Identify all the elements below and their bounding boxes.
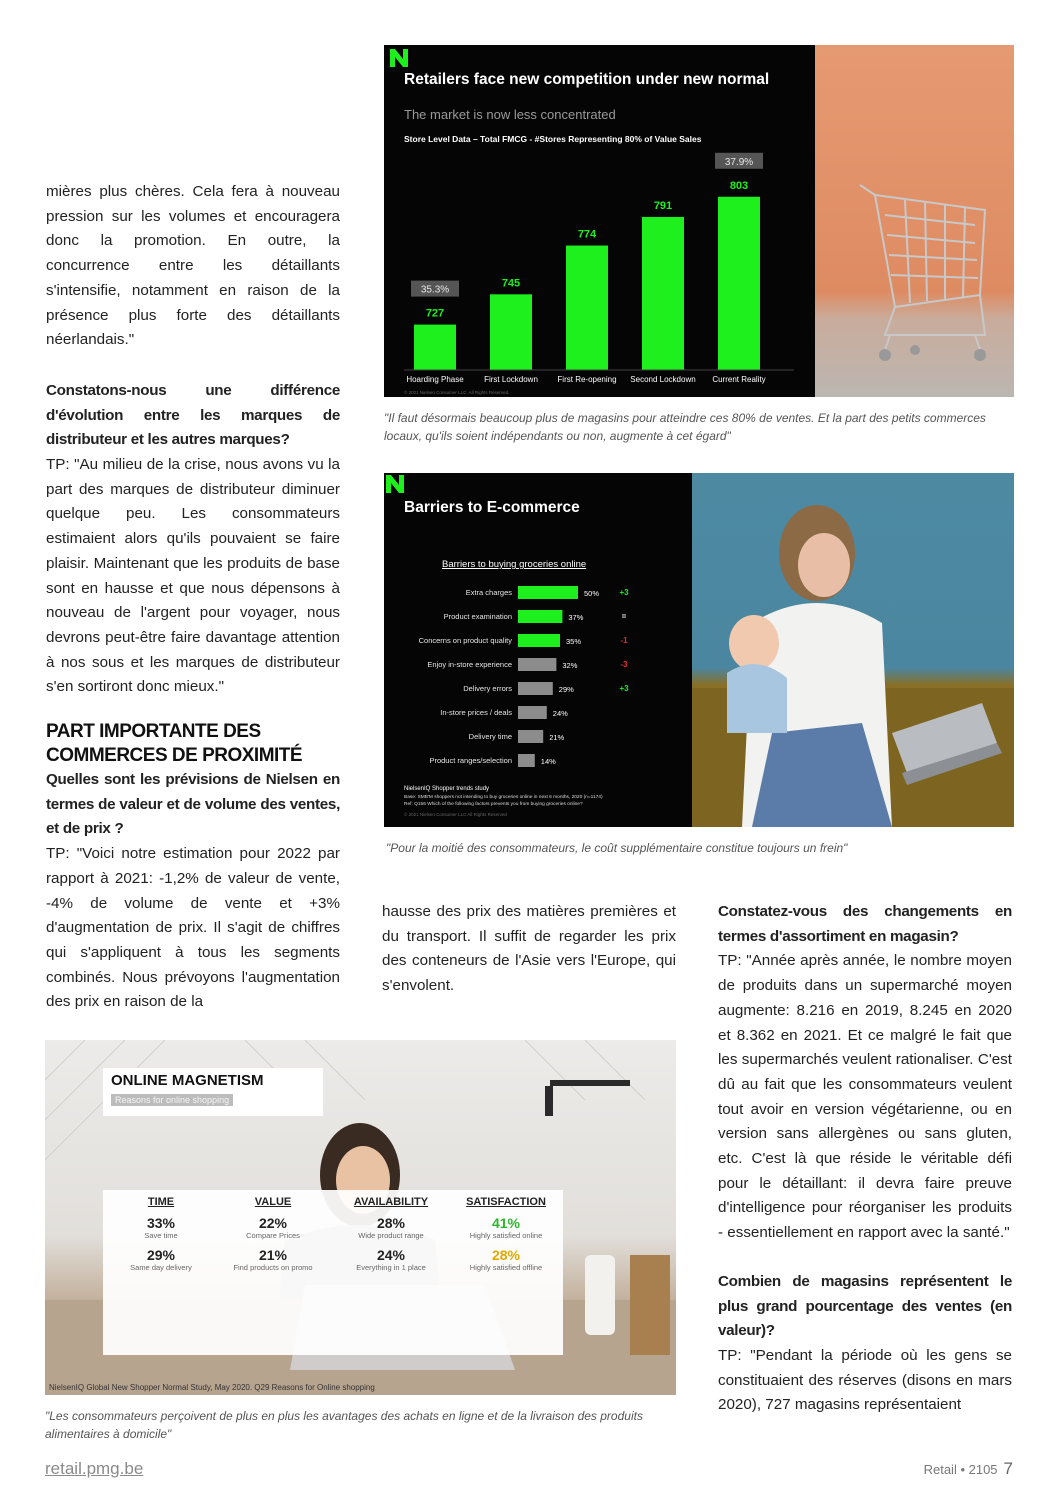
category-label: Product ranges/selection: [429, 756, 512, 765]
category-label: First Re-opening: [557, 375, 617, 384]
bar: [518, 754, 535, 767]
figure-barriers-chart: [384, 473, 1014, 827]
question-heading: Constatons-nous une différence d'évolution entre les marques de distributeur et les autres marques?: [46, 381, 340, 449]
chart-heading: Store Level Data – Total FMCG - #Stores Representing 80% of Value Sales: [404, 134, 702, 144]
figure-source: NielsenIQ Global New Shopper Normal Study, May 2020. Q29 Reasons for Online shopping: [49, 1383, 375, 1392]
page-number: 7: [1003, 1459, 1013, 1478]
right-column: [718, 900, 1012, 1418]
om-column-value: [215, 1190, 331, 1272]
om-column-head: TIME: [147, 1196, 175, 1208]
om-stat-label: Wide product range: [358, 1231, 424, 1240]
bar-value-label: 37%: [568, 613, 584, 622]
source-ref: Ref: Q156 Which of the following factors prevents you from buying groceries online?: [404, 802, 583, 807]
question-heading: Combien de magasins représentent le plus grand pourcentage des ventes (en valeur)?: [718, 1272, 1012, 1340]
om-stat-value: 29%: [146, 1247, 176, 1263]
question-heading: Constatez-vous des changements en termes d'assortiment en magasin?: [718, 903, 1012, 945]
bar-value-label: 14%: [540, 757, 556, 766]
bar: [518, 730, 543, 743]
change-label: =: [621, 612, 627, 621]
category-label: Product examination: [443, 612, 512, 621]
bar-value-label: 791: [653, 199, 673, 212]
category-label: Delivery errors: [463, 684, 512, 693]
nielsen-logo-icon: [386, 475, 404, 493]
figure-title: Barriers to E-commerce: [404, 499, 580, 516]
om-column-head: AVAILABILITY: [353, 1196, 429, 1208]
section-title: PART IMPORTANTE DES COMMERCES DE PROXIMITÉ: [46, 721, 303, 767]
om-stat-label: Highly satisfied online: [469, 1231, 543, 1240]
om-stat-label: Same day delivery: [130, 1263, 192, 1272]
bar: [642, 217, 684, 370]
shopping-cart-photo: [815, 45, 1014, 397]
bar: [518, 682, 553, 695]
figure-title: ONLINE MAGNETISM: [111, 1072, 264, 1089]
om-column-availability: [333, 1190, 449, 1272]
bar-value-label: 727: [425, 307, 445, 320]
category-label: Delivery time: [468, 732, 512, 741]
bar: [518, 634, 560, 647]
category-label: Current Reality: [712, 375, 766, 384]
left-column: [46, 180, 340, 1015]
category-label: Hoarding Phase: [406, 375, 464, 384]
bar: [718, 197, 760, 370]
figure-stores-chart: [384, 45, 1014, 397]
bar-value-label: 21%: [549, 733, 565, 742]
paragraph: TP: "Au milieu de la crise, nous avons vu la part des marques de distributeur diminuer quelque peu. Les consommateurs estimaient alors qu'ils pouvaient se faire plaisir. Maintenant que les produits de base sont en hausse et que nous dépensons à nouveau de l'argent pour voyager, nous devrons peut-être faire davantage attention à nos sous et les marques de distributeur s'en sortiront donc mieux.": [46, 456, 340, 696]
bar: [518, 658, 556, 671]
page-footer: [924, 1459, 1013, 1479]
om-stat-value: 22%: [258, 1215, 288, 1231]
change-label: +3: [619, 684, 629, 693]
bar-value-label: 29%: [558, 685, 574, 694]
om-stat-value: 41%: [491, 1215, 521, 1231]
bar-value-label: 774: [577, 228, 597, 241]
category-label: Second Lockdown: [630, 375, 696, 384]
om-stat-value: 21%: [258, 1247, 288, 1263]
om-stat-label: Highly satisfied offline: [469, 1263, 543, 1272]
site-link[interactable]: retail.pmg.be: [45, 1459, 144, 1478]
figure-subtitle: The market is now less concentrated: [404, 107, 616, 122]
nielsen-logo-icon: [390, 49, 408, 67]
change-label: -1: [620, 636, 628, 645]
figure-online-magnetism: [45, 1040, 676, 1395]
om-stat-value: 24%: [376, 1247, 406, 1263]
bar-value-label: 32%: [562, 661, 578, 670]
category-label: Concerns on product quality: [418, 636, 512, 645]
om-stat-value: 28%: [376, 1215, 406, 1231]
barriers-bar-chart: [384, 578, 684, 778]
om-column-head: VALUE: [254, 1196, 292, 1208]
paragraph: TP: "Voici notre estimation pour 2022 par rapport à 2021: -1,2% de valeur de vente, -4% de volume de vente et +3% d'augmentation de prix. Il s'agit de chiffres qui s'appliquent à tous les segments combinés. Nous prévoyons l'augmentation des prix en raison de la: [46, 845, 340, 1011]
category-label: Enjoy in-store experience: [427, 660, 512, 669]
shopping-cart-icon: [815, 45, 1014, 397]
annotation-label: 35.3%: [420, 284, 450, 296]
change-label: +3: [619, 588, 629, 597]
om-stat-value: 33%: [146, 1215, 176, 1231]
bar: [518, 586, 578, 599]
om-stat-label: Save time: [144, 1231, 178, 1240]
om-stat-label: Compare Prices: [246, 1231, 300, 1240]
bar: [566, 246, 608, 370]
bar: [518, 610, 562, 623]
bar: [518, 706, 547, 719]
paragraph: TP: "Pendant la période où les gens se constituaient des réserves (disons en mars 2020), 727 magasins représentaient: [718, 1346, 1012, 1414]
om-stats-panel: [103, 1190, 563, 1355]
bar-value-label: 50%: [584, 589, 600, 598]
stores-bar-chart: [384, 145, 815, 395]
bar: [490, 294, 532, 370]
om-column-head: SATISFACTION: [466, 1196, 546, 1208]
chart-heading: Barriers to buying groceries online: [442, 559, 587, 570]
om-stat-value: 28%: [491, 1247, 521, 1263]
bar-value-label: 24%: [552, 709, 568, 718]
bar: [414, 325, 456, 370]
bar-value-label: 35%: [566, 637, 582, 646]
bar-value-label: 745: [501, 277, 521, 290]
source-base: Base: SMB'M shoppers not intending to buy groceries online in next 6 months, 2020 (n=1174): [404, 795, 603, 800]
figure-caption: "Les consommateurs perçoivent de plus en plus les avantages des achats en ligne et de la livraison des produits alimentaires à domicile": [45, 1409, 643, 1441]
category-label: In-store prices / deals: [440, 708, 512, 717]
annotation-label: 37.9%: [724, 156, 754, 168]
paragraph: hausse des prix des matières premières et du transport. Il suffit de regarder les prix des conteneurs de l'Asie vers l'Europe, qui s'envolent.: [382, 903, 676, 995]
figure-subtitle: Reasons for online shopping: [111, 1094, 233, 1106]
category-label: First Lockdown: [484, 375, 538, 384]
mother-baby-laptop-photo: [692, 473, 1014, 827]
om-title-box: [103, 1068, 323, 1116]
middle-column: [382, 900, 676, 999]
paragraph: mières plus chères. Cela fera à nouveau pression sur les volumes et encouragera donc la promotion. En outre, la concurrence entre les détaillants s'intensifie, notamment en raison de la présence plus forte des détaillants néerlandais.": [46, 183, 340, 349]
figure-caption: "Pour la moitié des consommateurs, le coût supplémentaire constitue toujours un frein": [386, 841, 848, 855]
om-column-satisfaction: [448, 1190, 564, 1272]
bar-value-label: 803: [729, 179, 749, 192]
source-title: NielsenIQ Shopper trends study: [404, 786, 490, 792]
change-label: -3: [620, 660, 628, 669]
person-illustration: [692, 473, 1014, 827]
category-label: Extra charges: [465, 588, 512, 597]
figure-caption: "Il faut désormais beaucoup plus de magasins pour atteindre ces 80% de ventes. Et la part des petits commerces locaux, qu'ils soient indépendants ou non, augmente à cet égard": [384, 411, 986, 443]
figure-footnote: © 2021 Nielsen Consumer LLC All Rights Reserved: [404, 812, 507, 817]
question-heading: Quelles sont les prévisions de Nielsen en termes de valeur et de volume des ventes, et de prix ?: [46, 771, 340, 838]
paragraph: TP: "Année après année, le nombre moyen de produits dans un supermarché moyen augmente: 8.216 en 2019, 8.245 en 2020 et 8.362 en 2021. Et ce malgré le fait que les supermarchés veulent rationaliser. C'est dû au fait que les consommateurs veulent tout avoir en version végétarienne, ou en version sans allergènes ou sans gluten, etc. C'est là que réside le véritable défi pour le détaillant: il devra faire preuve d'intelligence pour réorganiser les produits - essentiellement en rapport avec la santé.": [718, 952, 1012, 1242]
om-stat-label: Find products on promo: [233, 1263, 313, 1272]
om-column-time: [103, 1190, 219, 1272]
om-stat-label: Everything in 1 place: [356, 1263, 426, 1272]
figure-footnote: © 2021 Nielsen Consumer LLC. All Rights Reserved.: [404, 390, 510, 395]
figure-title: Retailers face new competition under new normal: [404, 71, 770, 88]
issue-label: Retail • 2105: [923, 1462, 998, 1477]
